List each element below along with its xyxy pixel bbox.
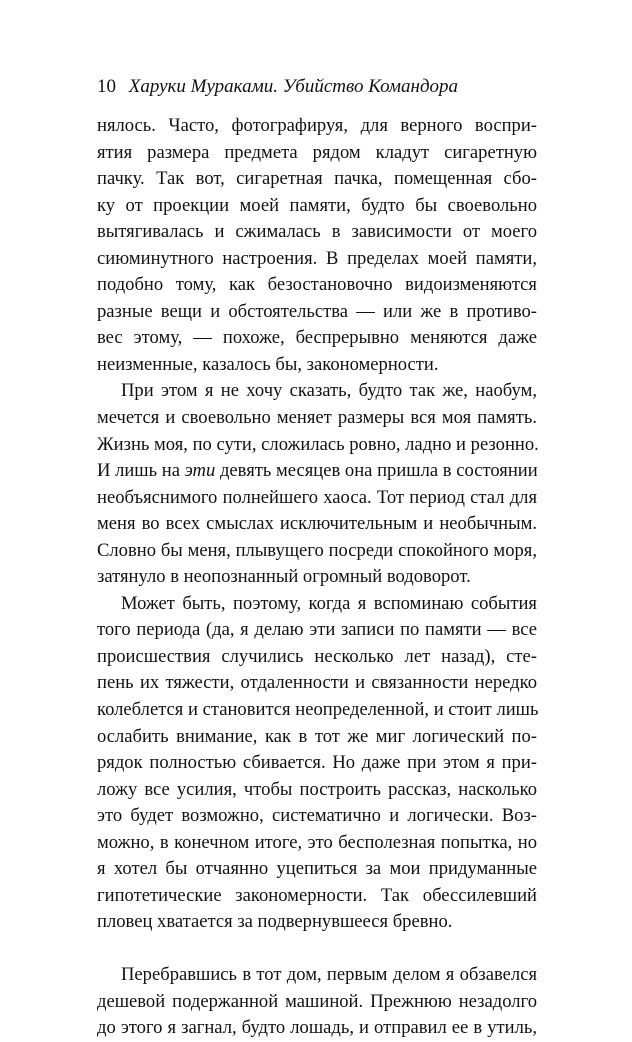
text-line: вытягивалась и сжималась в зависимости от моего: [97, 221, 537, 243]
text-line: ослабить внимание, как в тот же миг логический по-: [97, 725, 537, 747]
text-fragment: И лишь на: [97, 460, 185, 482]
section-break: [97, 936, 537, 962]
text-line: меня во всех смыслах исключительным и необычным.: [97, 513, 537, 535]
text-line: это будет возможно, систематично и логически. Воз-: [97, 805, 537, 827]
text-fragment: девять месяцев она пришла в состоянии: [215, 460, 538, 482]
text-line: При этом я не хочу сказать, будто так же, наобум,: [121, 380, 537, 402]
text-line: ложу все усилия, чтобы построить рассказ, насколько: [97, 778, 537, 800]
text-line: сиюминутного настроения. В пределах моей памяти,: [97, 247, 537, 269]
text-line: пень их тяжести, отдаленности и связанности нередко: [97, 672, 537, 694]
text-line: того периода (да, я делаю эти записи по памяти — все: [97, 619, 537, 641]
text-line: я хотел бы отчаянно уцепиться за мои придуманные: [97, 858, 537, 880]
paragraph-3: [97, 591, 537, 936]
text-line: ятия размера предмета рядом кладут сигаретную: [97, 141, 537, 163]
text-line: происшествия случились несколько лет назад), сте-: [97, 645, 537, 667]
text-line: гипотетические закономерности. Так обессилевший: [97, 884, 537, 906]
page-header: [97, 75, 458, 99]
text-line: Словно бы меня, плывущего посреди спокойного моря,: [97, 539, 537, 561]
body-text: [97, 113, 537, 1042]
text-line-with-emphasis: [97, 458, 537, 485]
text-line: разные вещи и обстоятельства — или же в противо-: [97, 300, 537, 322]
running-title: Харуки Мураками. Убийство Командора: [128, 76, 459, 97]
text-line: Жизнь моя, по сути, сложилась ровно, ладно и резонно.: [97, 433, 539, 455]
text-line: Перебравшись в тот дом, первым делом я обзавелся: [121, 963, 537, 985]
text-line: Может быть, поэтому, когда я вспоминаю события: [121, 592, 537, 614]
text-line: пловец хватается за подвернувшееся бревно.: [97, 911, 453, 933]
text-line: до этого я загнал, будто лошадь, и отправил ее в утиль,: [97, 1017, 537, 1039]
text-line: подобно тому, как безостановочно видоизменяются: [97, 274, 537, 296]
paragraph-2: [97, 378, 537, 590]
text-line: вес этому, — похоже, беспрерывно меняются даже: [97, 327, 537, 349]
paragraph-1: [97, 113, 537, 378]
text-line: мечется и своевольно меняет размеры вся моя память.: [97, 407, 537, 429]
page-number: 10: [97, 76, 116, 97]
text-line: нялось. Часто, фотографируя, для верного воспри-: [97, 115, 537, 136]
text-line: дешевой подержанной машиной. Прежнюю незадолго: [97, 990, 537, 1012]
text-line: затянуло в неопознанный огромный водоворот.: [97, 566, 471, 588]
text-line: неизменные, казалось бы, закономерности.: [97, 353, 439, 375]
text-line: ку от проекции моей памяти, будто бы своевольно: [97, 194, 537, 216]
text-line: колеблется и становится неопределенной, и стоит лишь: [97, 699, 539, 721]
text-line: рядок полностью сбивается. Но даже при этом я при-: [97, 752, 537, 774]
paragraph-4: [97, 962, 537, 1042]
text-line: необъяснимого полнейшего хаоса. Тот период стал для: [97, 486, 537, 508]
emphasized-word: эти: [184, 460, 216, 482]
text-line: можно, в конечном итоге, это бесполезная попытка, но: [97, 831, 537, 853]
text-line: пачку. Так вот, сигаретная пачка, помещенная сбо-: [97, 168, 537, 190]
